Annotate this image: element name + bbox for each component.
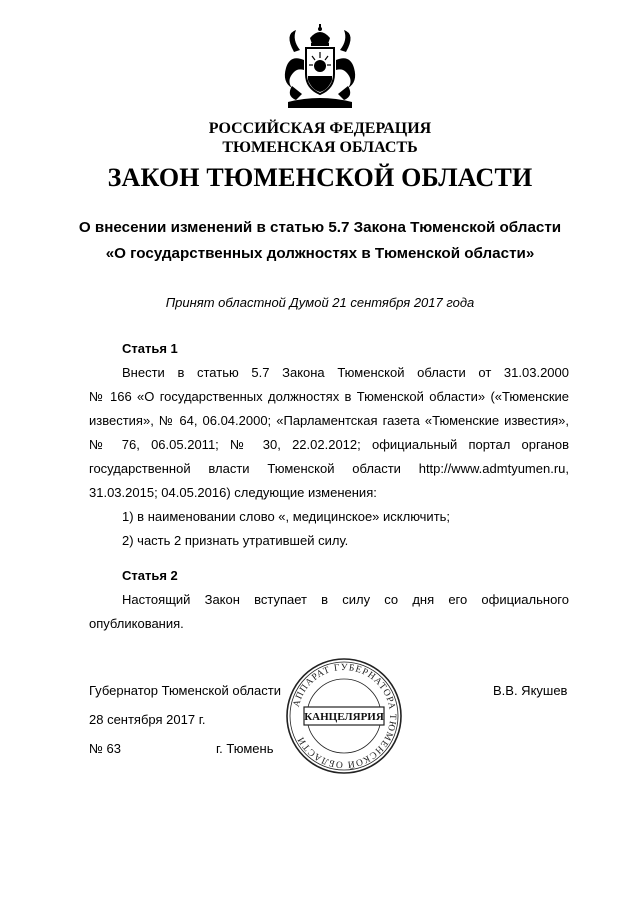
article-1-text-line: № 76, 06.05.2011; № 30, 22.02.2012; официальный портал органов [89, 437, 569, 452]
coat-of-arms-emblem [272, 24, 368, 110]
stamp-ring-text: АППАРАТ ГУБЕРНАТОРА ТЮМЕНСКОЙ ОБЛАСТИ [291, 662, 398, 770]
law-number: № 63 [89, 741, 122, 756]
official-stamp [285, 657, 403, 775]
signatory-name: В.В. Якушев [493, 683, 568, 698]
law-subject-line-2: «О государственных должностях в Тюменской области» [105, 245, 535, 262]
adoption-note: Принят областной Думой 21 сентября 2017 года [165, 295, 475, 310]
signing-date: 28 сентября 2017 г. [89, 712, 206, 727]
signing-city: г. Тюмень [216, 741, 274, 756]
article-2-title: Статья 2 [122, 568, 178, 583]
region-heading: ТЮМЕНСКАЯ ОБЛАСТЬ [222, 139, 418, 156]
article-1-item-1: 1) в наименовании слово «, медицинское» исключить; [122, 509, 451, 524]
article-1-title: Статья 1 [122, 341, 178, 356]
article-2-text-line: Настоящий Закон вступает в силу со дня его официального [122, 592, 569, 607]
signatory-position: Губернатор Тюменской области [89, 683, 281, 698]
document-type-heading: ЗАКОН ТЮМЕНСКОЙ ОБЛАСТИ [107, 163, 533, 192]
article-1-text-line: известия», № 64, 06.04.2000; «Парламентская газета «Тюменские известия», [89, 413, 569, 428]
stamp-center-text: КАНЦЕЛЯРИЯ [304, 711, 384, 723]
article-1-text-line: № 166 «О государственных должностях в Тюменской области» («Тюменские [89, 389, 569, 404]
article-1-text-line: Внести в статью 5.7 Закона Тюменской области от 31.03.2000 [122, 365, 569, 380]
article-1-text-line: 31.03.2015; 04.05.2016) следующие изменения: [89, 485, 377, 500]
law-subject-line-1: О внесении изменений в статью 5.7 Закона Тюменской области [78, 219, 562, 236]
country-heading: РОССИЙСКАЯ ФЕДЕРАЦИЯ [208, 120, 432, 137]
article-2-text-line: опубликования. [89, 616, 184, 631]
article-1-item-2: 2) часть 2 признать утратившей силу. [122, 533, 349, 548]
article-1-text-line: государственной власти Тюменской области http://www.admtyumen.ru, [89, 461, 569, 476]
